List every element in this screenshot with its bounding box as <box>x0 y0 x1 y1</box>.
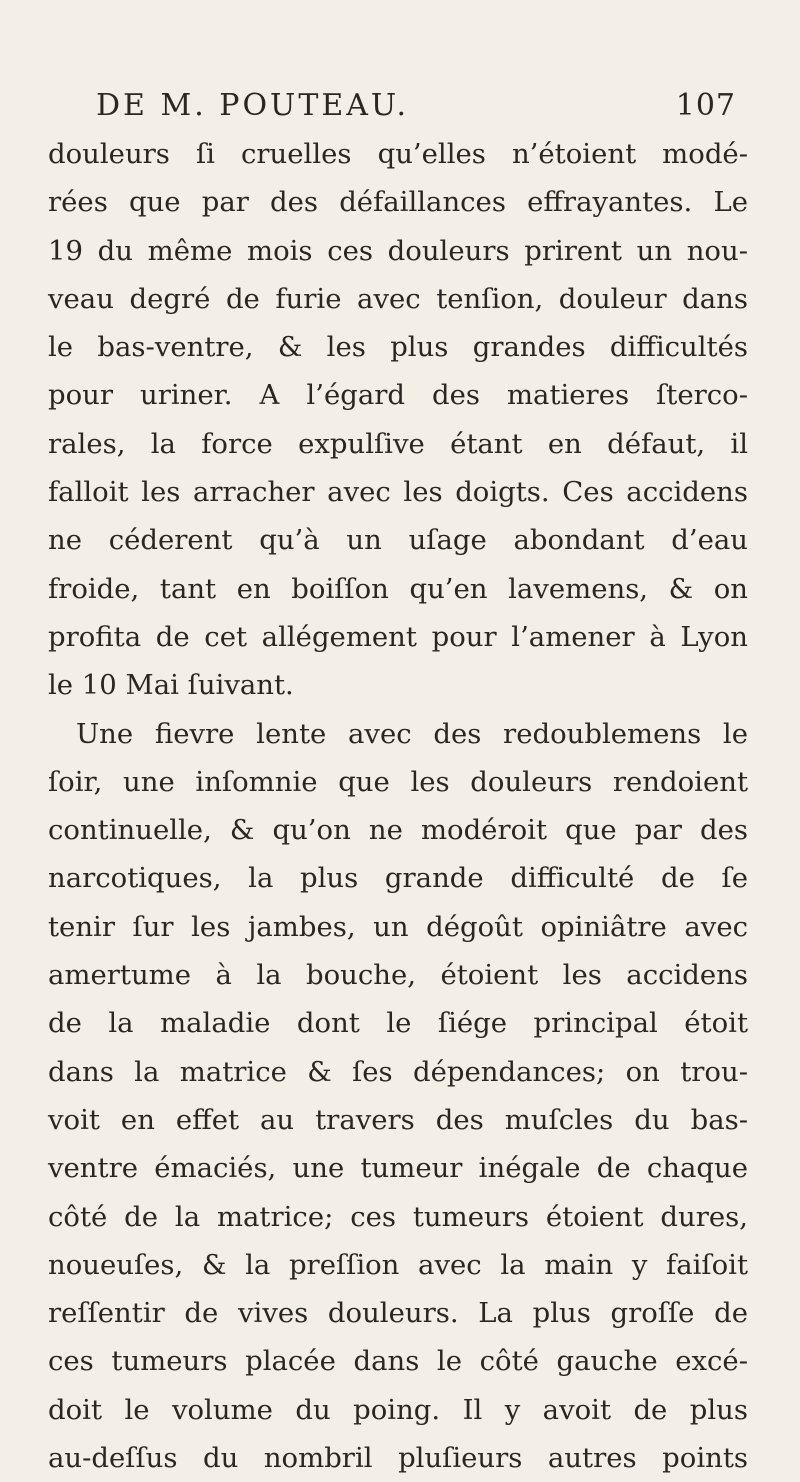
running-head-title: DE M. POUTEAU. <box>96 88 409 123</box>
text-line: ces tumeurs placée dans le côté gauche excé- <box>48 1345 748 1378</box>
text-line: tenir ſur les jambes, un dégoût opiniâtre avec <box>48 910 748 943</box>
page-number: 107 <box>675 88 736 123</box>
text-line: ne céderent qu’à un uſage abondant d’eau <box>48 524 748 557</box>
text-line: veau degré de furie avec tenſion, douleur dans <box>48 282 748 315</box>
text-line: narcotiques, la plus grande difficulté de ſe <box>48 862 748 895</box>
text-line: ventre émaciés, une tumeur inégale de chaque <box>48 1152 748 1185</box>
text-line: côté de la matrice; ces tumeurs étoient dures, <box>48 1200 748 1233</box>
text-line: rées que par des défaillances effrayantes. Le <box>48 186 748 219</box>
text-line: le 10 Mai ſuivant. <box>48 669 294 702</box>
text-line: de la maladie dont le ſiége principal étoit <box>48 1007 748 1040</box>
text-line: noueuſes, & la preſſion avec la main y faiſoit <box>48 1248 748 1281</box>
text-line: le bas-ventre, & les plus grandes difficultés <box>48 331 748 364</box>
text-line: froide, tant en boiſſon qu’en lavemens, & on <box>48 572 748 605</box>
text-line: continuelle, & qu’on ne modéroit que par des <box>48 814 748 847</box>
text-line: reſſentir de vives douleurs. La plus groſſe de <box>48 1297 748 1330</box>
text-line: voit en effet au travers des muſcles du bas- <box>48 1103 748 1136</box>
text-line: 19 du même mois ces douleurs prirent un nou- <box>48 234 748 267</box>
body-text <box>48 130 748 1482</box>
text-line: profita de cet allégement pour l’amener à Lyon <box>48 620 748 653</box>
text-line: douleurs ſi cruelles qu’elles n’étoient modé- <box>48 138 748 170</box>
text-line: Une fievre lente avec des redoublemens le <box>76 717 748 750</box>
text-line: pour uriner. A l’égard des matieres ſterco- <box>48 379 748 412</box>
text-line: au-deſſus du nombril pluſieurs autres points <box>48 1442 748 1475</box>
text-line: rales, la force expulſive étant en défaut, il <box>48 427 748 460</box>
running-head <box>96 86 736 126</box>
text-line: falloit les arracher avec les doigts. Ces accidens <box>48 476 748 509</box>
text-line: ſoir, une inſomnie que les douleurs rendoient <box>48 765 748 798</box>
text-line: dans la matrice & ſes dépendances; on trou- <box>48 1055 748 1088</box>
text-line: amertume à la bouche, étoient les accidens <box>48 959 748 992</box>
text-line: doit le volume du poing. Il y avoit de plus <box>48 1393 748 1426</box>
